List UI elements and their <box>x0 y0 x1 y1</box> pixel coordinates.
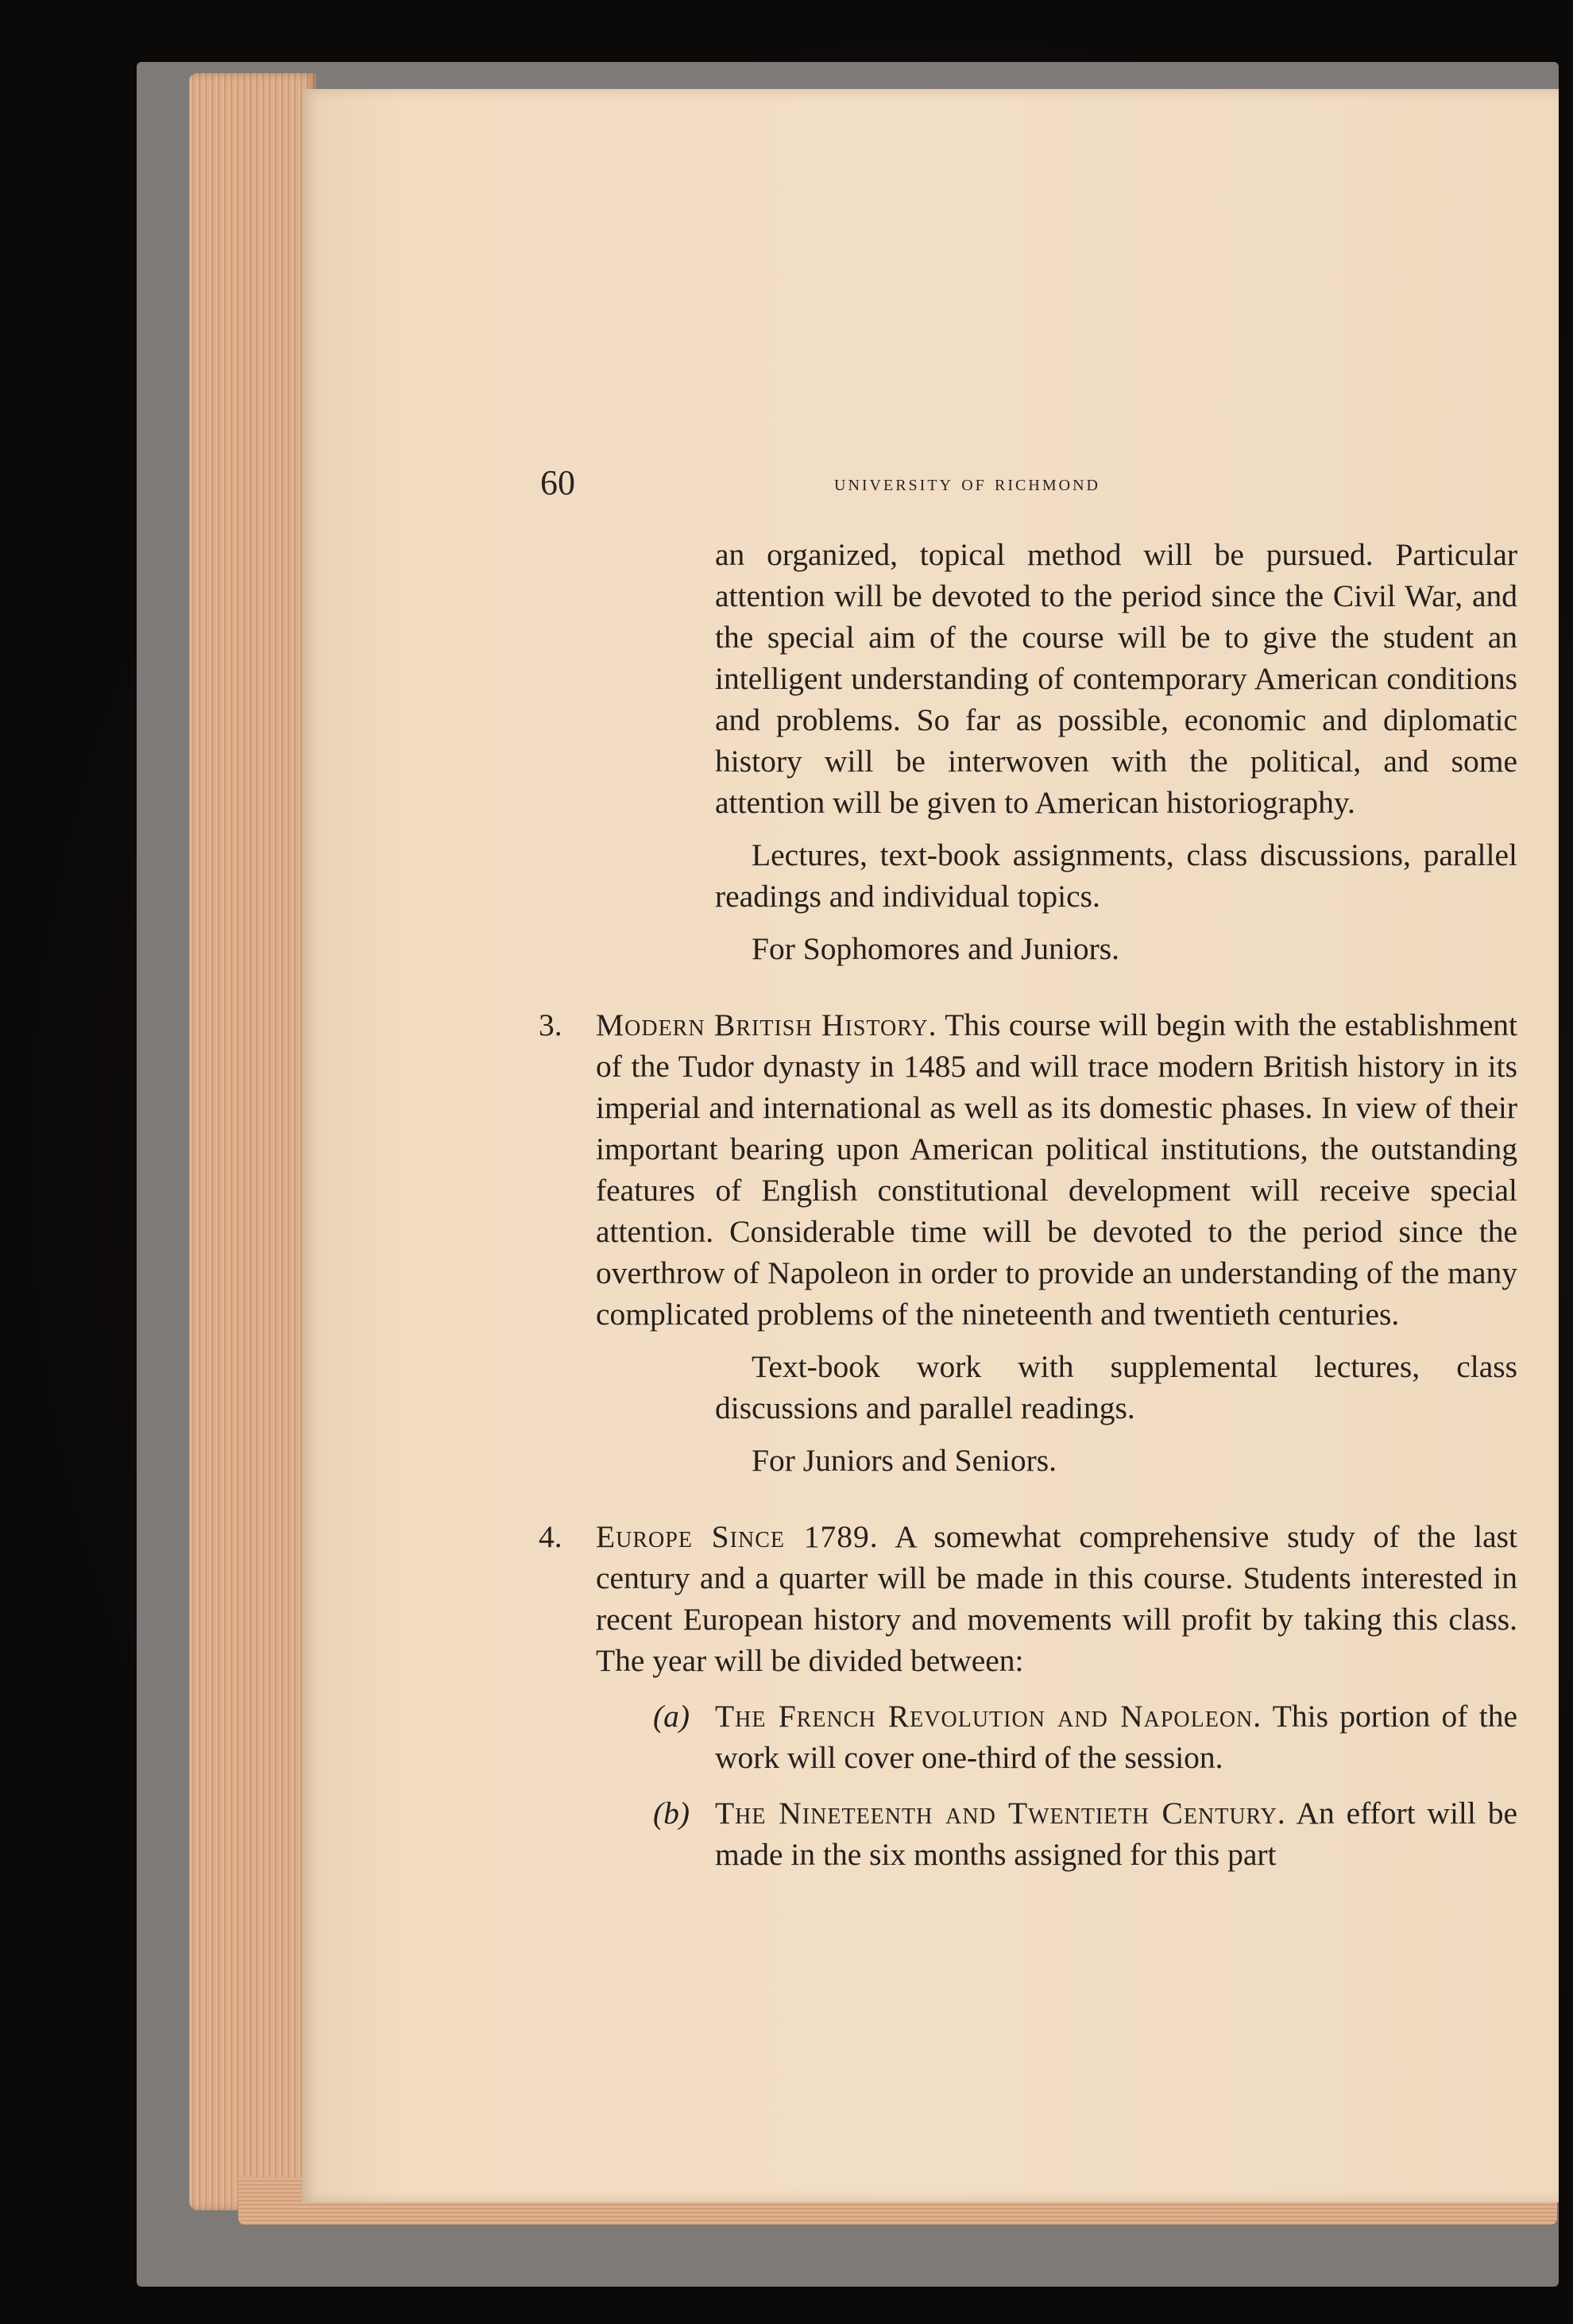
running-header <box>302 462 1559 502</box>
course-3-audience: For Juniors and Seniors. <box>752 1443 1057 1478</box>
part-a-text: This portion of the work will cover one-third of the session. <box>715 1699 1517 1775</box>
page-edges-left <box>189 73 316 2210</box>
continuation-audience: For Sophomores and Juniors. <box>752 931 1120 966</box>
course-3-number: 3. <box>539 1007 562 1042</box>
course-4-number: 4. <box>539 1519 562 1554</box>
course-3 <box>539 1004 1517 1335</box>
running-title: university of richmond <box>834 470 1100 496</box>
part-b-text: An effort will be made in the six months assigned for this part <box>715 1796 1518 1872</box>
course-4-part-b <box>653 1792 1518 1875</box>
page-number: 60 <box>540 463 575 502</box>
course-3-description: This course will begin with the establishment of the Tudor dynasty in 1485 and will trace modern British history in its imperial and international as well as its domestic phases. In view of their important bearing upon American political institutions, the outstanding features of English constitutional development will receive special attention. Considerable time will be devoted to the period since the overthrow of Napoleon in order to provide an understanding of the many complicated problems of the nineteenth and twentieth centuries. <box>596 1007 1517 1332</box>
continuation-paragraph: an organized, topical method will be pursued. Particular attention will be devoted to the period since the Civil War, and the special aim of the course will be to give the student an intelligent understanding of contemporary American conditions and problems. So far as possible, economic and diplomatic history will be interwoven with the political, and some attention will be given to American historiography. <box>715 537 1517 820</box>
course-4 <box>539 1516 1518 1681</box>
continuation-methods: Lectures, text-book assignments, class discussions, parallel readings and individual topics. <box>715 837 1517 914</box>
part-a-label: (a) <box>653 1699 690 1734</box>
course-4-lead <box>596 1516 1517 1681</box>
part-b-label: (b) <box>653 1796 690 1831</box>
course-4-description: A somewhat comprehensive study of the last century and a quarter will be made in this course. Students interested in recent European history and movements will profit by taking this class. The year will be divided between: <box>596 1519 1518 1678</box>
course-3-methods: Text-book work with supplemental lectures, class discussions and parallel readings. <box>715 1349 1517 1425</box>
book-page <box>302 89 1559 2202</box>
course-4-title: Europe Since 1789. <box>596 1519 879 1554</box>
course-4-part-a <box>653 1696 1517 1778</box>
part-b-title: The Nineteenth and Twentieth Century. <box>715 1796 1286 1831</box>
part-a-title: The French Revolution and Napoleon. <box>715 1699 1262 1734</box>
course-3-title: Modern British History. <box>596 1007 937 1042</box>
course-3-lead <box>596 1004 1517 1335</box>
page-body <box>539 534 1518 1875</box>
